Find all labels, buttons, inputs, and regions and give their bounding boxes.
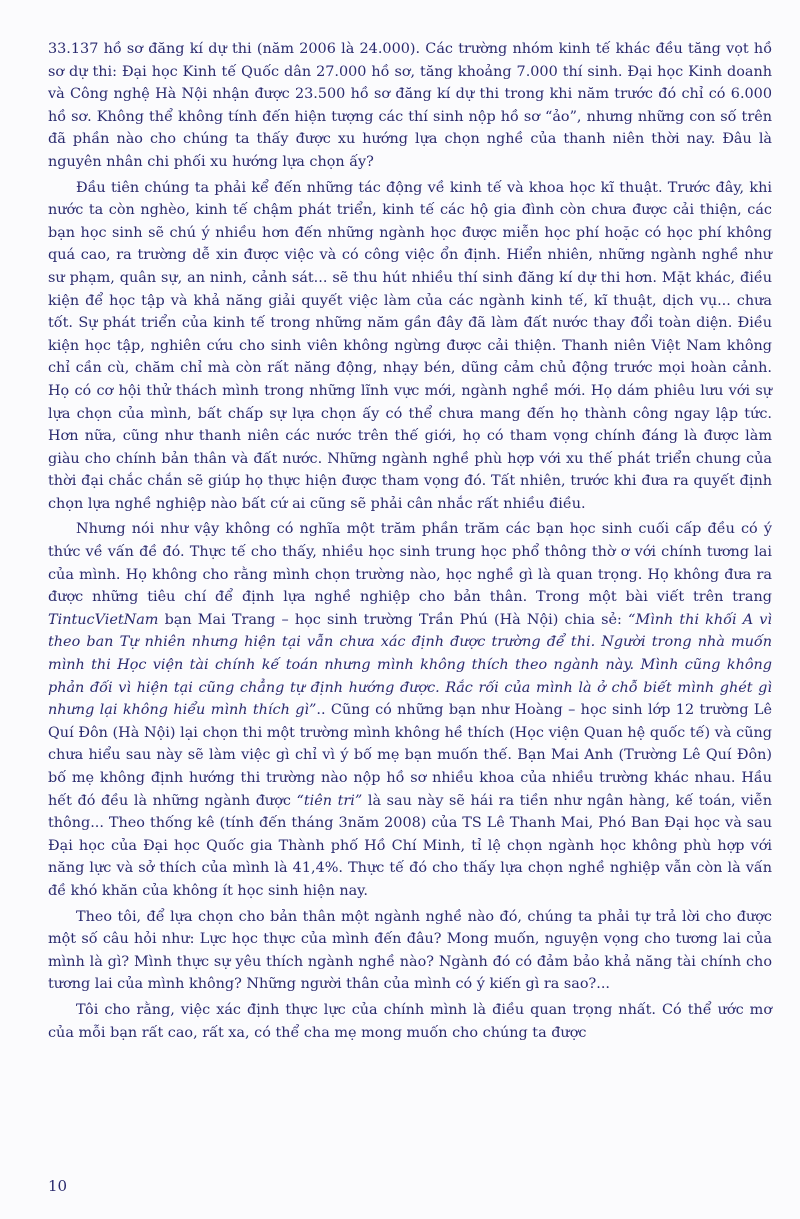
italic-text: “Mình thi khối A vì theo ban Tự nhiên nhưng hiện tại vẫn chưa xác định được trường để thi. Người trong nhà muốn mình thi Học viện tài chính kế toán nhưng mình không thích theo ngành này. Mình cũng không phản đối vì hiện tại cũng chẳng tự định hướng được. Rắc rối của mình là ở chỗ biết mình ghét gì nhưng lại không hiểu mình thích gì” xyxy=(48,611,772,719)
text-run: .. Cũng có những bạn như Hoàng – học sinh lớp 12 trường Lê Quí Đôn (Hà Nội) lại chọn thi một trường mình không hề thích (Học viện Quan hệ quốc tế) và cũng chưa hiểu sau này sẽ làm việc gì chỉ vì ý bố mẹ bạn muốn thế. Bạn Mai Anh (Trường Lê Quí Đôn) bố mẹ không định hướng thi trường nào nộp hồ sơ nhiều khoa của nhiều trường khác nhau. Hầu hết đó đều là những ngành được xyxy=(48,702,773,809)
text-run: 33.137 hồ sơ đăng kí dự thi (năm 2006 là 24.000). Các trường nhóm kinh tế khác đều tăng vọt hồ sơ dự thi: Đại học Kinh tế Quốc dân 27.000 hồ sơ, tăng khoảng 7.000 thí sinh. Đại học Kinh doanh và Công nghệ Hà Nội nhận được 23.500 hồ sơ đăng kí dự thi trong khi năm trước đó chỉ có 6.000 hồ sơ. Không thể không tính đến hiện tượng các thí sinh nộp hồ sơ “ảo”, nhưng những con số trên đã phần nào cho chúng ta thấy được xu hướng lựa chọn nghề của thanh niên thời nay. Đâu là nguyên nhân chi phối xu hướng lựa chọn ấy? xyxy=(48,41,772,170)
page-body xyxy=(48,38,772,1047)
italic-text: TintucVietNam xyxy=(48,611,159,628)
paragraph xyxy=(48,999,772,1044)
text-run: bạn Mai Trang – học sinh trường Trần Phú (Hà Nội) chia sẻ: xyxy=(158,611,629,628)
page-number: 10 xyxy=(48,1177,68,1195)
italic-text: “tiên tri” xyxy=(296,792,363,809)
text-run: là sau này sẽ hái ra tiền như ngân hàng, kế toán, viễn thông... Theo thống kê (tính đến tháng 3năm 2008) của TS Lê Thanh Mai, Phó Ban Đại học và sau Đại học của Đại học Quốc gia Thành phố Hồ Chí Minh, tỉ lệ chọn ngành học không phù hợp với năng lực và sở thích của mình là 41,4%. Thực tế đó cho thấy lựa chọn nghề nghiệp vẫn còn là vấn đề khó khăn của không ít học sinh hiện nay. xyxy=(48,792,773,899)
paragraph xyxy=(48,518,772,902)
text-run: Tôi cho rằng, việc xác định thực lực của chính mình là điều quan trọng nhất. Có thể ước mơ của mỗi bạn rất cao, rất xa, có thể cha mẹ mong muốn cho chúng ta được xyxy=(48,1001,772,1041)
paragraph xyxy=(48,906,772,996)
paragraph xyxy=(48,38,772,174)
text-run: Theo tôi, để lựa chọn cho bản thân một ngành nghề nào đó, chúng ta phải tự trả lời cho được một số câu hỏi như: Lực học thực của mình đến đâu? Mong muốn, nguyện vọng cho tương lai của mình là gì? Mình thực sự yêu thích ngành nghề nào? Ngành đó có đảm bảo khả năng tài chính cho tương lai của mình không? Những người thân của mình có ý kiến gì ra sao?... xyxy=(48,908,772,993)
text-run: Nhưng nói như vậy không có nghĩa một trăm phần trăm các bạn học sinh cuối cấp đều có ý thức về vấn đề đó. Thực tế cho thấy, nhiều học sinh trung học phổ thông thờ ơ với chính tương lai của mình. Họ không cho rằng mình chọn trường nào, học nghề gì là quan trọng. Họ không đưa ra được những tiêu chí để định lựa nghề nghiệp cho bản thân. Trong một bài viết trên trang xyxy=(48,521,772,606)
text-run: Đầu tiên chúng ta phải kể đến những tác động về kinh tế và khoa học kĩ thuật. Trước đây, khi nước ta còn nghèo, kinh tế chậm phát triển, kinh tế các hộ gia đình còn chưa được cải thiện, các bạn học sinh sẽ chú ý nhiều hơn đến những ngành học được miễn học phí hoặc có học phí không quá cao, ra trường dễ xin được việc và có công việc ổn định. Hiển nhiên, những ngành nghề như sư phạm, quân sự, an ninh, cảnh sát... sẽ thu hút nhiều thí sinh đăng kí dự thi hơn. Mặt khác, điều kiện để học tập và khả năng giải quyết việc làm của các ngành kinh tế, kĩ thuật, dịch vụ... chưa tốt. Sự phát triển của kinh tế trong những năm gần đây đã làm đất nước thay đổi toàn diện. Điều kiện học tập, nghiên cứu cho sinh viên không ngừng được cải thiện. Thanh niên Việt Nam không chỉ cần cù, chăm chỉ mà còn rất năng động, nhạy bén, dũng cảm chủ động trước mọi hoàn cảnh. Họ có cơ hội thử thách mình trong những lĩnh vực mới, ngành nghề mới. Họ dám phiêu lưu với sự lựa chọn của mình, bất chấp sự lựa chọn ấy có thể chưa mang đến họ thành công ngay lập tức. Hơn nữa, cũng như thanh niên các nước trên thế giới, họ có tham vọng chính đáng là được làm giàu cho chính bản thân và đất nước. Những ngành nghề phù hợp với xu thế phát triển chung của thời đại chắc chắn sẽ giúp họ thực hiện được tham vọng đó. Tất nhiên, trước khi đưa ra quyết định chọn lựa nghề nghiệp nào bất cứ ai cũng sẽ phải cân nhắc rất nhiều điều. xyxy=(48,179,772,512)
paragraph xyxy=(48,177,772,516)
